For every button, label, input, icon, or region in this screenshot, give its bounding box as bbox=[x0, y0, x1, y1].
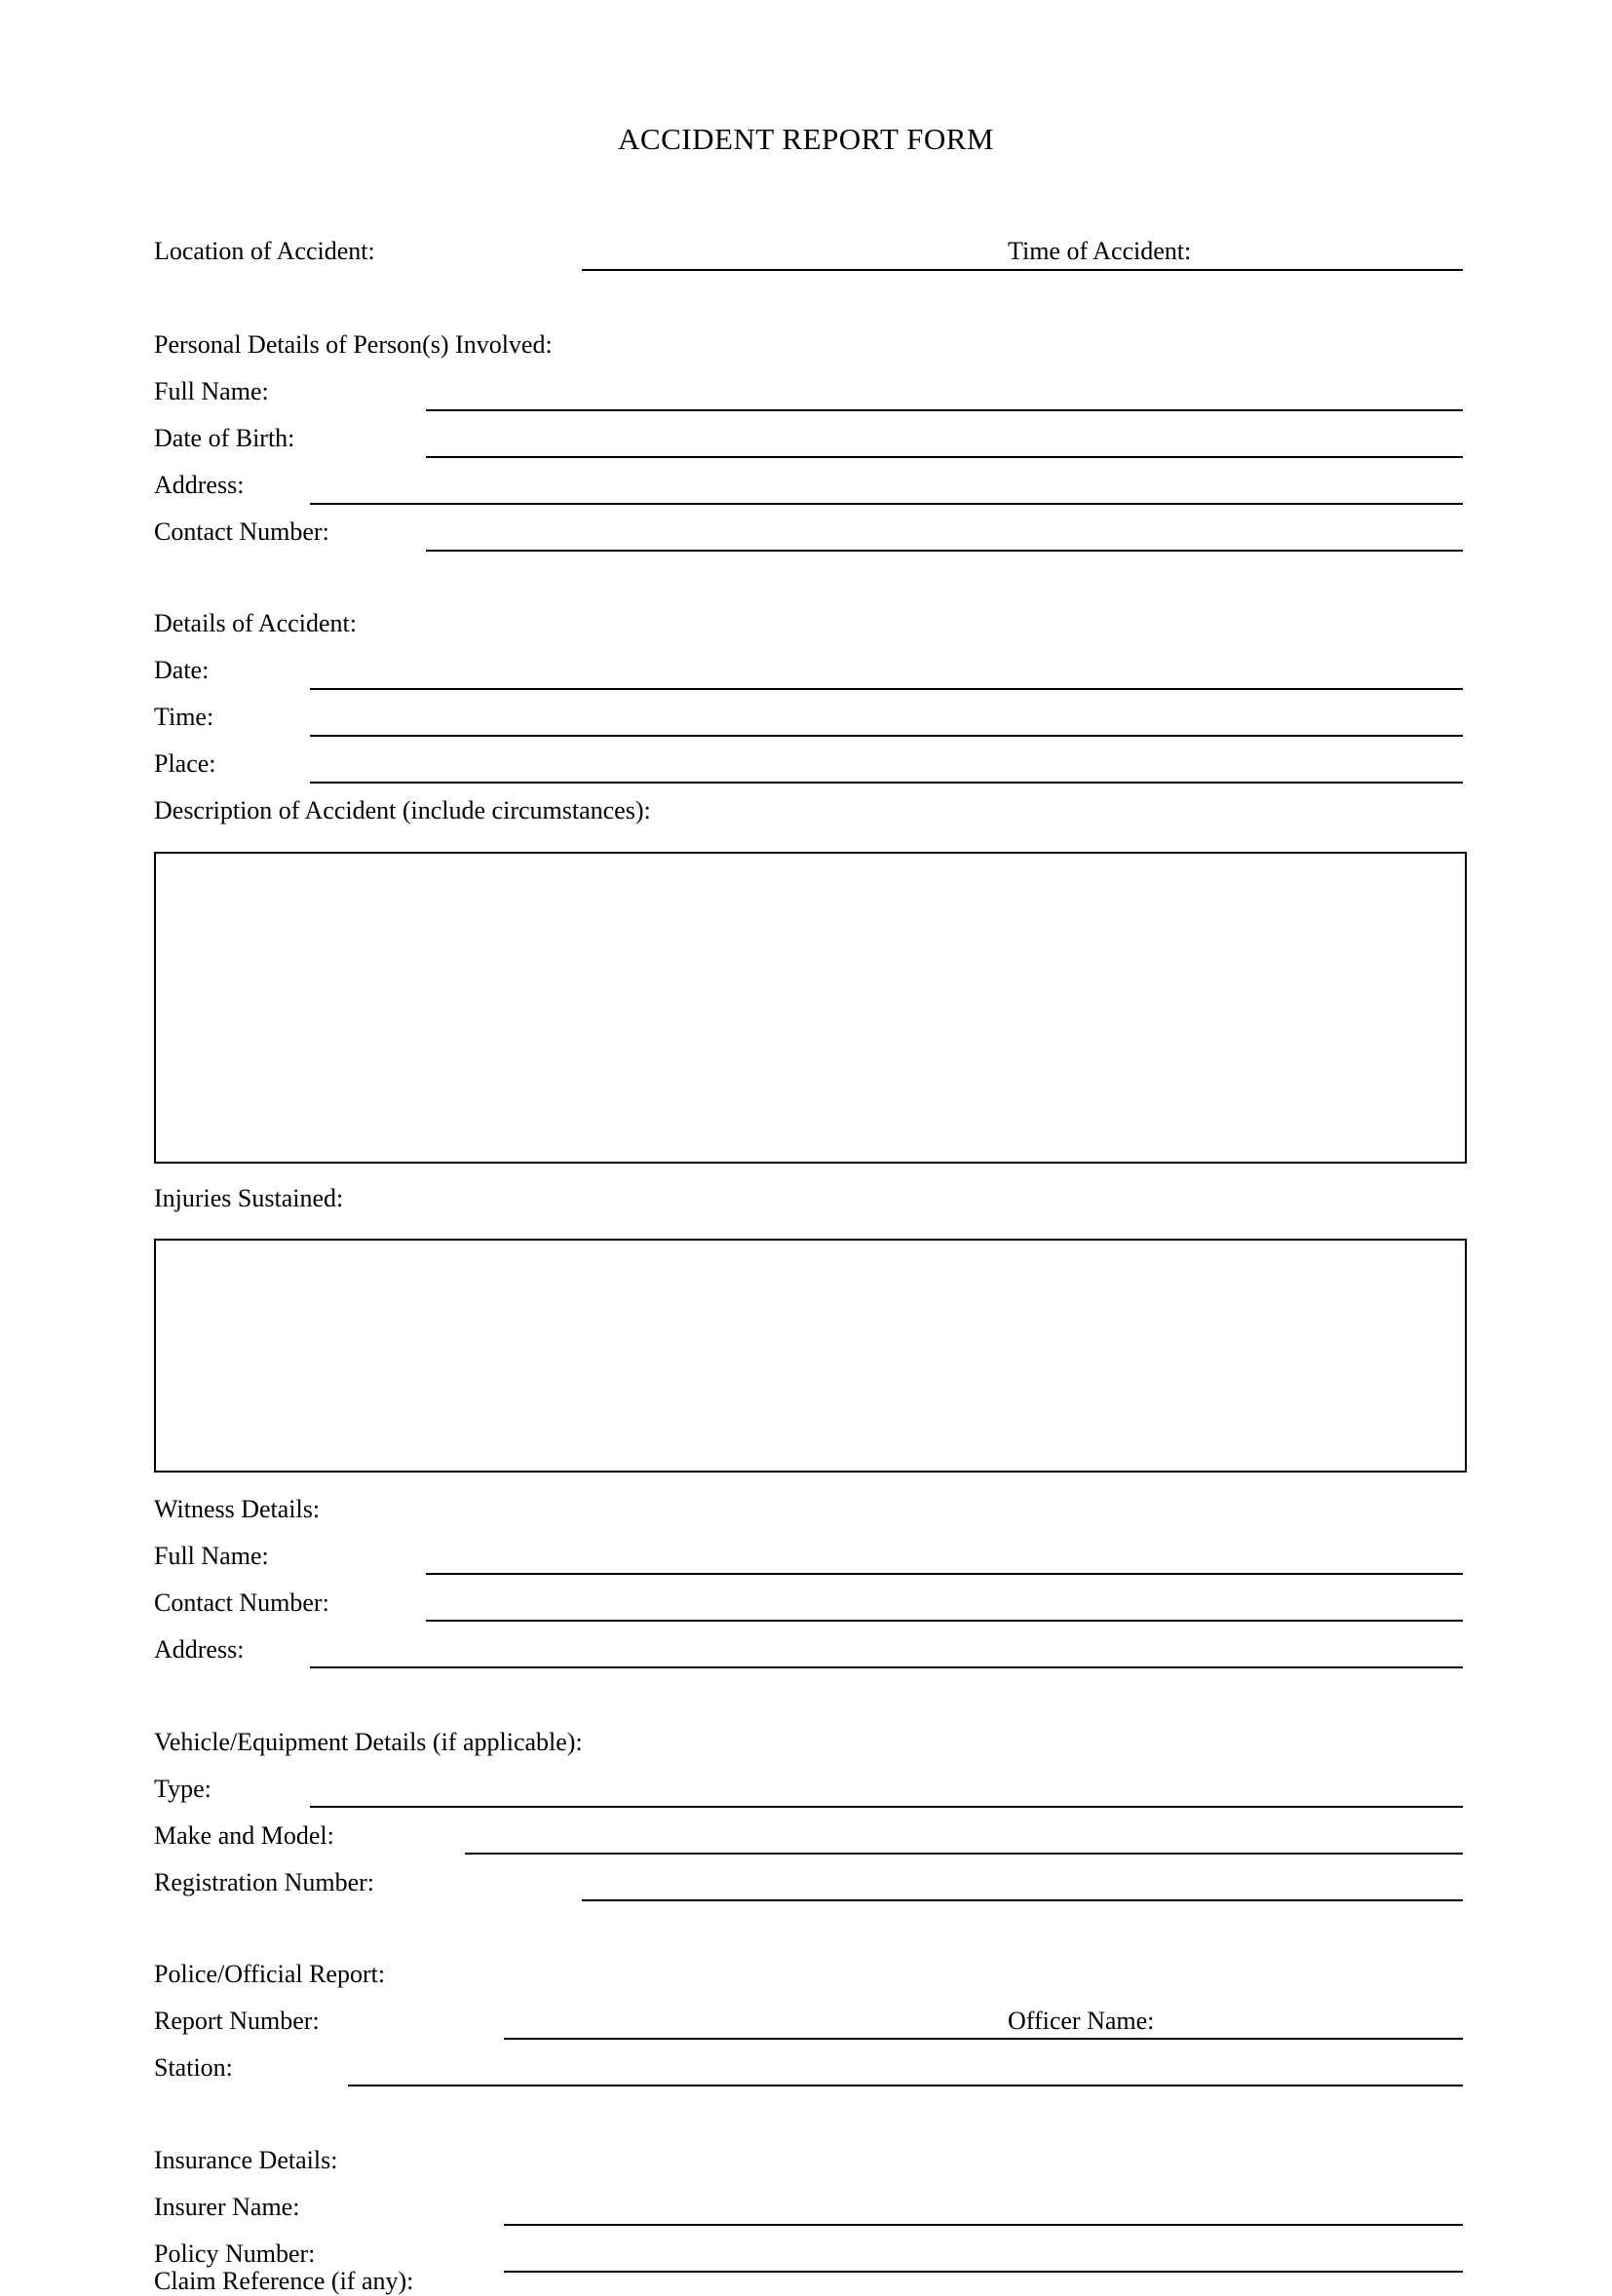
accident-place-field[interactable] bbox=[310, 782, 1463, 784]
witness-contact-field[interactable] bbox=[426, 1620, 1463, 1622]
police-officer-name-label: Officer Name: bbox=[1008, 2007, 1155, 2035]
location-field[interactable] bbox=[582, 269, 1463, 271]
personal-dob-field[interactable] bbox=[426, 456, 1463, 458]
accident-description-label: Description of Accident (include circumstances): bbox=[154, 796, 651, 824]
accident-time-field[interactable] bbox=[310, 735, 1463, 737]
injuries-heading: Injuries Sustained: bbox=[154, 1184, 344, 1212]
vehicle-type-field[interactable] bbox=[310, 1806, 1463, 1808]
personal-full-name-field[interactable] bbox=[426, 409, 1463, 411]
time-of-accident-label: Time of Accident: bbox=[1008, 237, 1192, 265]
accident-description-box[interactable] bbox=[154, 852, 1467, 1164]
witness-address-label: Address: bbox=[154, 1635, 245, 1664]
witness-full-name-label: Full Name: bbox=[154, 1542, 269, 1570]
witness-heading: Witness Details: bbox=[154, 1495, 321, 1523]
insurance-heading: Insurance Details: bbox=[154, 2146, 338, 2174]
vehicle-make-model-field[interactable] bbox=[465, 1853, 1463, 1855]
insurer-name-label: Insurer Name: bbox=[154, 2193, 300, 2221]
police-station-field[interactable] bbox=[348, 2085, 1463, 2086]
accident-place-label: Place: bbox=[154, 749, 216, 778]
witness-contact-label: Contact Number: bbox=[154, 1588, 329, 1617]
location-label: Location of Accident: bbox=[154, 237, 375, 265]
accident-date-field[interactable] bbox=[310, 688, 1463, 690]
accident-time-label: Time: bbox=[154, 703, 214, 731]
personal-address-field[interactable] bbox=[310, 503, 1463, 505]
personal-full-name-label: Full Name: bbox=[154, 377, 269, 405]
form-title: ACCIDENT REPORT FORM bbox=[618, 122, 994, 156]
police-report-number-field[interactable] bbox=[504, 2038, 1463, 2040]
accident-date-label: Date: bbox=[154, 656, 210, 684]
police-heading: Police/Official Report: bbox=[154, 1960, 386, 1988]
vehicle-heading: Vehicle/Equipment Details (if applicable): bbox=[154, 1728, 583, 1756]
personal-contact-label: Contact Number: bbox=[154, 517, 329, 546]
witness-full-name-field[interactable] bbox=[426, 1573, 1463, 1575]
accident-details-heading: Details of Accident: bbox=[154, 609, 357, 637]
witness-address-field[interactable] bbox=[310, 1666, 1463, 1668]
insurer-name-field[interactable] bbox=[504, 2224, 1463, 2226]
police-report-number-label: Report Number: bbox=[154, 2007, 320, 2035]
injuries-box[interactable] bbox=[154, 1239, 1467, 1473]
personal-dob-label: Date of Birth: bbox=[154, 424, 295, 452]
personal-contact-field[interactable] bbox=[426, 550, 1463, 552]
personal-details-heading: Personal Details of Person(s) Involved: bbox=[154, 330, 553, 359]
policy-number-field[interactable] bbox=[504, 2271, 1463, 2273]
claim-reference-label: Claim Reference (if any): bbox=[154, 2267, 414, 2295]
police-station-label: Station: bbox=[154, 2053, 233, 2082]
vehicle-make-model-label: Make and Model: bbox=[154, 1821, 334, 1850]
vehicle-registration-field[interactable] bbox=[582, 1899, 1463, 1901]
policy-number-label: Policy Number: bbox=[154, 2239, 316, 2268]
vehicle-type-label: Type: bbox=[154, 1775, 211, 1803]
personal-address-label: Address: bbox=[154, 471, 245, 499]
vehicle-registration-label: Registration Number: bbox=[154, 1868, 375, 1896]
